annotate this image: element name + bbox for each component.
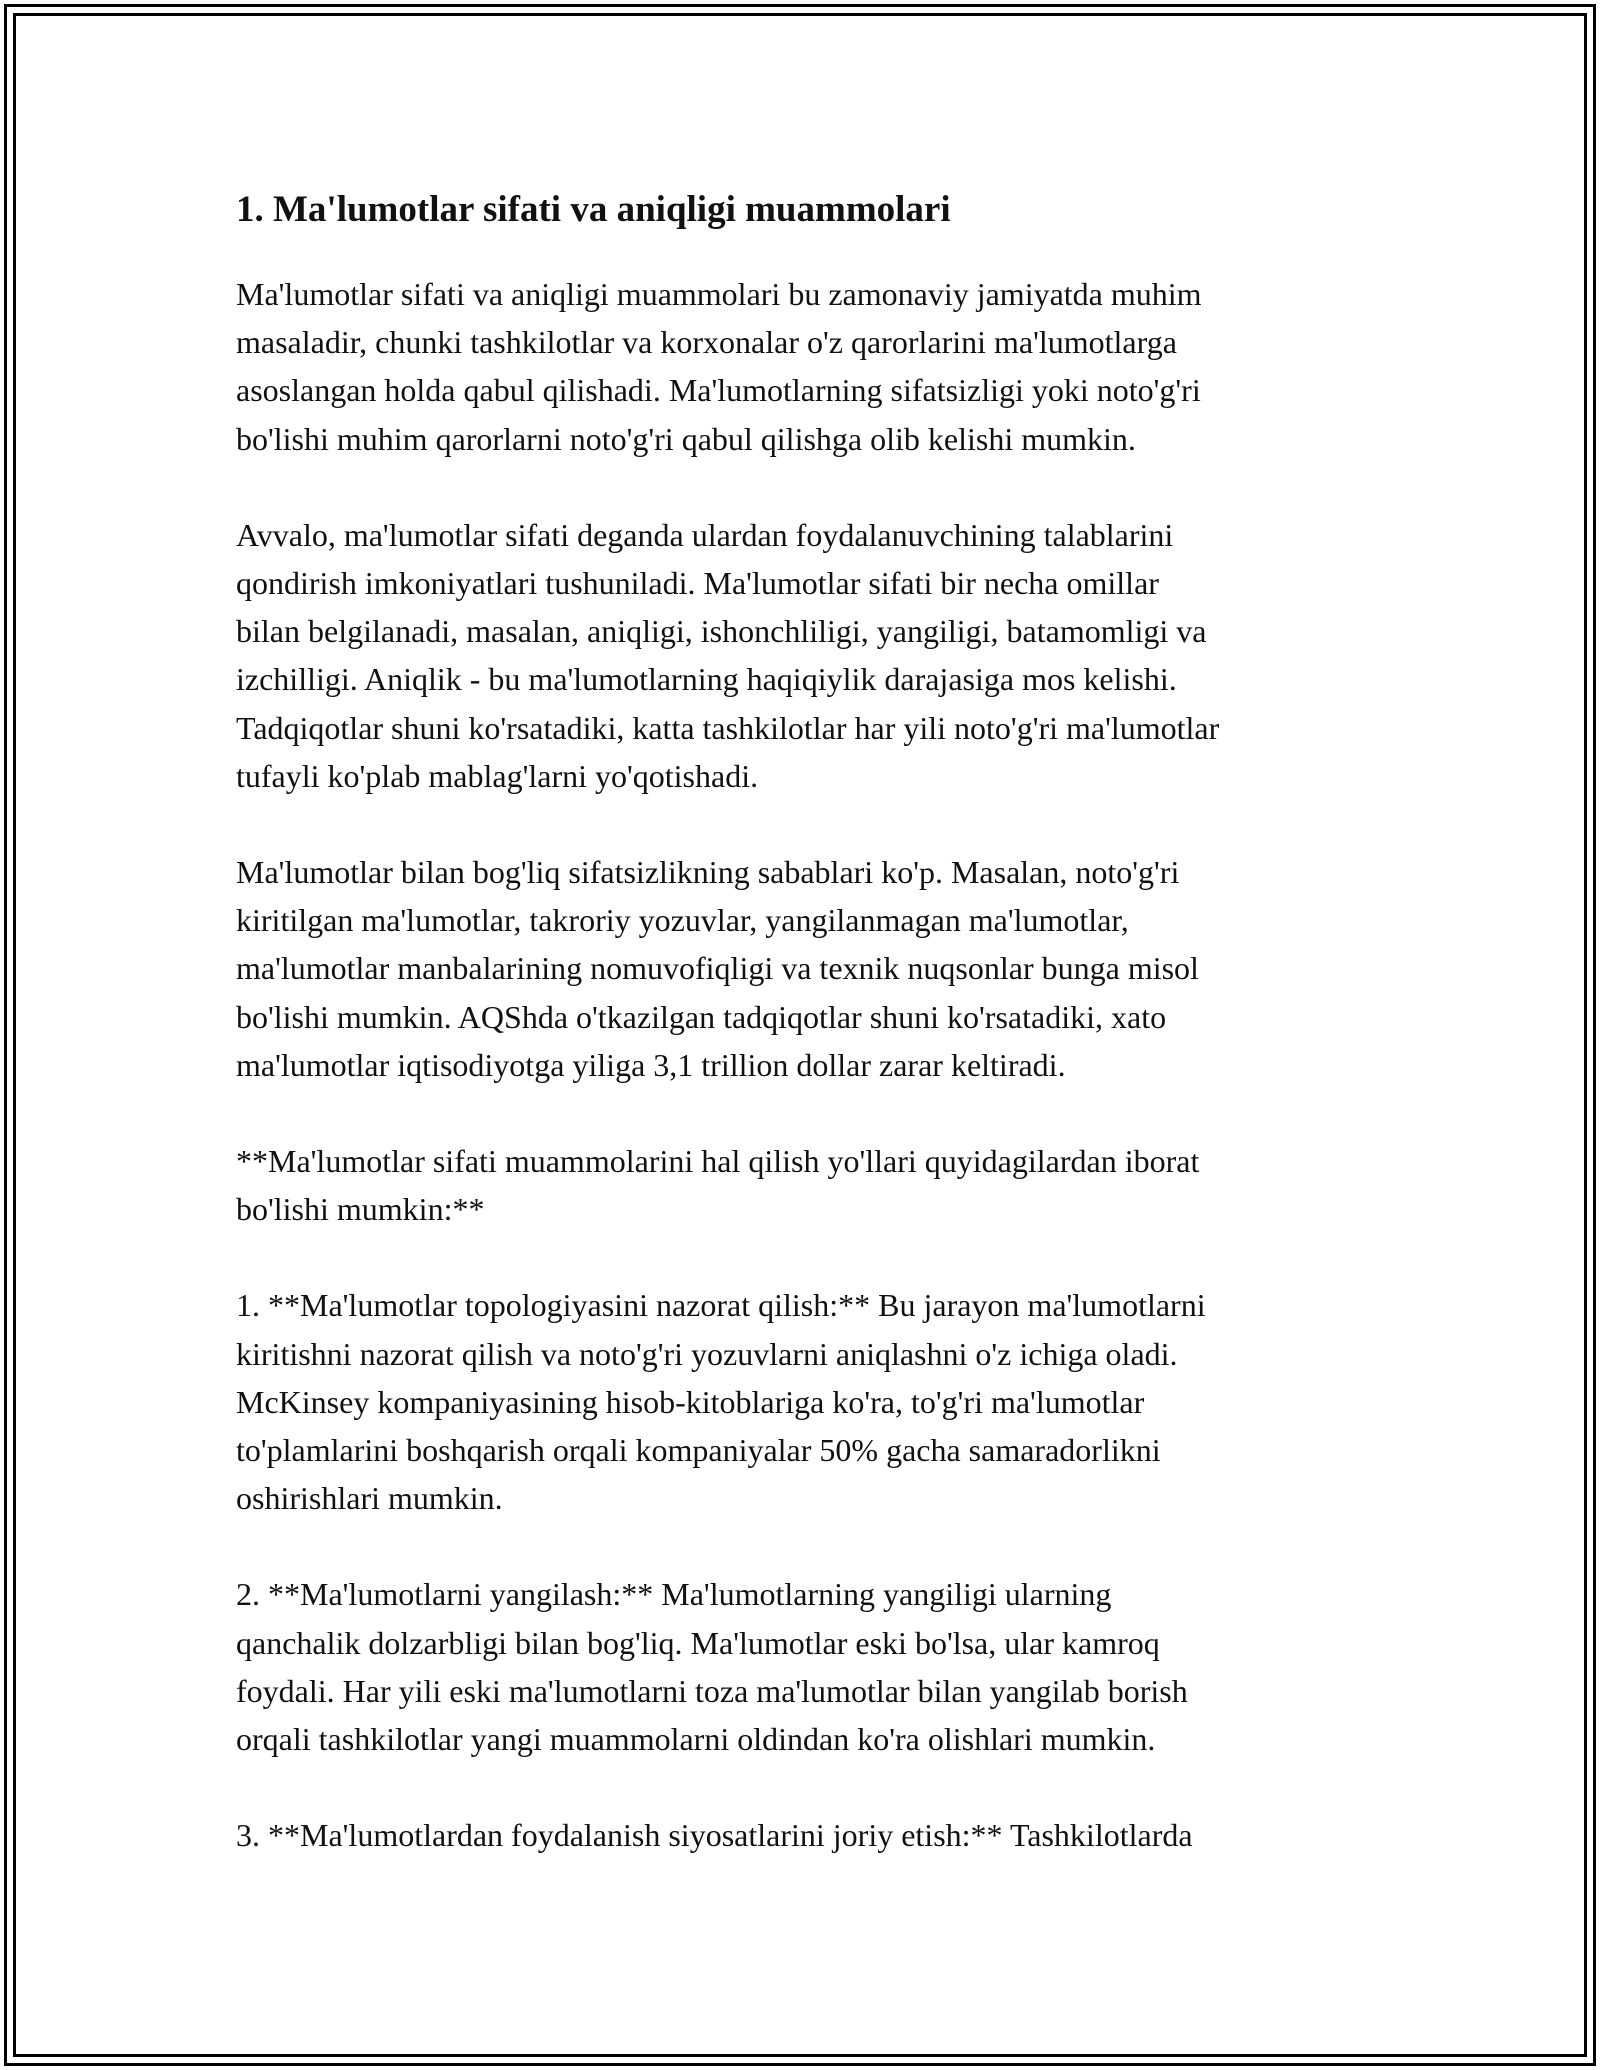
list-item-data-update: 2. **Ma'lumotlarni yangilash:** Ma'lumotlarning yangiligi ularning qanchalik dolzarbligi bilan bog'liq. Ma'lumotlar eski bo'lsa, ular kamroq foydali. Har yili eski ma'lumotlarni toza ma'lumotlar bilan yangilab borish orqali tashkilotlar yangi muammolarni oldindan ko'ra olishlari mumkin. xyxy=(236,1576,1188,1758)
paragraph-causes: Ma'lumotlar bilan bog'liq sifatsizlikning sabablari ko'p. Masalan, noto'g'ri kiritilgan ma'lumotlar, takroriy yozuvlar, yangilanmagan ma'lumotlar, ma'lumotlar manbalarining nomuvofiqligi va texnik nuqsonlar bunga misol bo'lishi mumkin. AQShda o'tkazilgan tadqiqotlar shuni ko'rsatadiki, xato ma'lumotlar iqtisodiyotga yiliga 3,1 trillion dollar zarar keltiradi. xyxy=(236,854,1199,1083)
document-body xyxy=(236,186,1386,1859)
list-item-usage-policies: 3. **Ma'lumotlardan foydalanish siyosatlarini joriy etish:** Tashkilotlarda xyxy=(236,1817,1193,1854)
list-item-topology-control: 1. **Ma'lumotlar topologiyasini nazorat qilish:** Bu jarayon ma'lumotlarni kiritishni nazorat qilish va noto'g'ri yozuvlarni aniqlashni o'z ichiga oladi. McKinsey kompaniyasining hisob-kitoblariga ko'ra, to'g'ri ma'lumotlar to'plamlarini boshqarish orqali kompaniyalar 50% gacha samaradorlikni oshirishlari mumkin. xyxy=(236,1287,1206,1517)
paragraph-definition: Avvalo, ma'lumotlar sifati deganda ulardan foydalanuvchining talablarini qondirish imkoniyatlari tushuniladi. Ma'lumotlar sifati bir necha omillar bilan belgilanadi, masalan, aniqligi, ishonchliligi, yangiligi, batamomligi va izchilligi. Aniqlik - bu ma'lumotlarning haqiqiylik darajasiga mos kelishi. Tadqiqotlar shuni ko'rsatadiki, katta tashkilotlar har yili noto'g'ri ma'lumotlar tufayli ko'plab mablag'larni yo'qotishadi. xyxy=(236,516,1220,794)
section-heading: 1. Ma'lumotlar sifati va aniqligi muammolari xyxy=(236,189,951,230)
paragraph-solutions-intro: **Ma'lumotlar sifati muammolarini hal qilish yo'llari quyidagilardan iborat bo'lishi mumkin:** xyxy=(236,1143,1200,1228)
paragraph-intro: Ma'lumotlar sifati va aniqligi muammolari bu zamonaviy jamiyatda muhim masaladir, chunki tashkilotlar va korxonalar o'z qarorlarini ma'lumotlarga asoslangan holda qabul qilishadi. Ma'lumotlarning sifatsizligi yoki noto'g'ri bo'lishi muhim qarorlarni noto'g'ri qabul qilishga olib kelishi mumkin. xyxy=(236,276,1202,457)
